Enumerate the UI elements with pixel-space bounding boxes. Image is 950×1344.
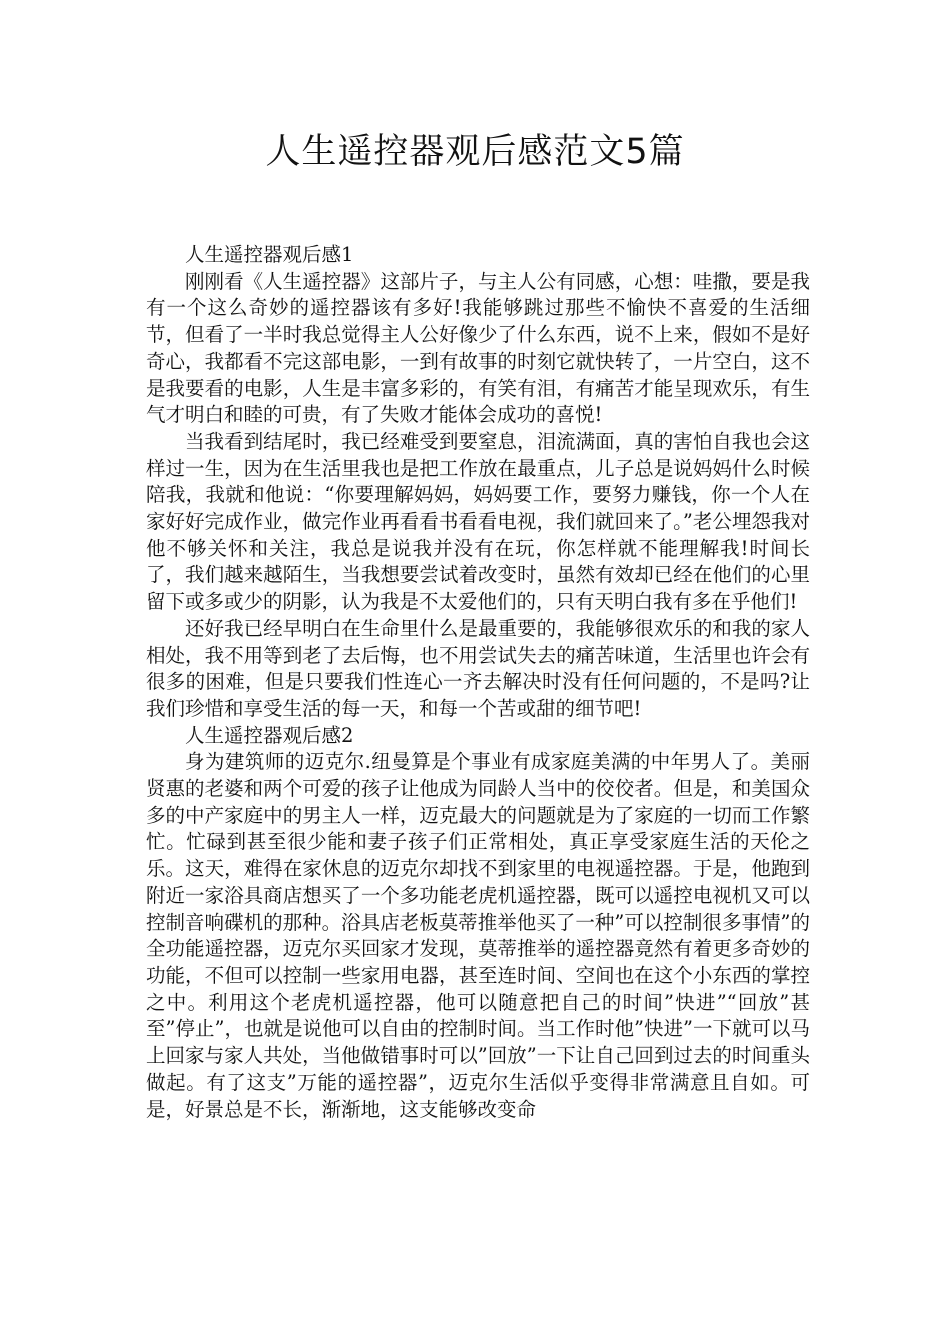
document-body: [146, 242, 810, 1123]
paragraph: 身为建筑师的迈克尔.纽曼算是个事业有成家庭美满的中年男人了。美丽贤惠的老婆和两个可爱的孩子让他成为同龄人当中的佼佼者。但是，和美国众多的中产家庭中的男主人一样，迈克最大的问题就是为了家庭的一切而工作繁忙。忙碌到甚至很少能和妻子孩子们正常相处，真正享受家庭生活的天伦之乐。这天，难得在家休息的迈克尔却找不到家里的电视遥控器。于是，他跑到附近一家浴具商店想买了一个多功能老虎机遥控器，既可以遥控电视机又可以控制音响碟机的那种。浴具店老板莫蒂推举他买了一种”可以控制很多事情”的全功能遥控器，迈克尔买回家才发现，莫蒂推举的遥控器竟然有着更多奇妙的功能，不但可以控制一些家用电器，甚至连时间、空间也在这个小东西的掌控之中。利用这个老虎机遥控器，他可以随意把自己的时间”快进”“回放”甚至”停止”，也就是说他可以自由的控制时间。当工作时他”快进”一下就可以马上回家与家人共处，当他做错事时可以”回放”一下让自己回到过去的时间重头做起。有了这支”万能的遥控器”，迈克尔生活似乎变得非常满意且自如。可是，好景总是不长，渐渐地，这支能够改变命: [146, 750, 810, 1121]
paragraph: 当我看到结尾时，我已经难受到要窒息，泪流满面，真的害怕自我也会这样过一生，因为在生活里我也是把工作放在最重点，儿子总是说妈妈什么时候陪我，我就和他说：“你要理解妈妈，妈妈要工作，要努力赚钱，你一个人在家好好完成作业，做完作业再看看书看看电视，我们就回来了。”老公埋怨我对他不够关怀和关注，我总是说我并没有在玩，你怎样就不能理解我!时间长了，我们越来越陌生，当我想要尝试着改变时，虽然有效却已经在他们的心里留下或多或少的阴影，认为我是不太爱他们的，只有天明白我有多在乎他们!: [146, 429, 810, 614]
section-heading: 人生遥控器观后感2: [185, 723, 354, 747]
document-title: 人生遥控器观后感范文5篇: [265, 132, 685, 172]
paragraph: 还好我已经早明白在生命里什么是最重要的，我能够很欢乐的和我的家人相处，我不用等到老了去后悔，也不用尝试失去的痛苦味道，生活里也许会有很多的困难，但是只要我们性连心一齐去解决时没有任何问题的，不是吗?让我们珍惜和享受生活的每一天，和每一个苦或甜的细节吧!: [146, 616, 810, 720]
section-heading: 人生遥控器观后感1: [185, 243, 354, 266]
paragraph: 刚刚看《人生遥控器》这部片子，与主人公有同感，心想：哇撒，要是我有一个这么奇妙的遥控器该有多好!我能够跳过那些不愉快不喜爱的生活细节，但看了一半时我总觉得主人公好像少了什么东西，说不上来，假如不是好奇心，我都看不完这部电影，一到有故事的时刻它就快转了，一片空白，这不是我要看的电影，人生是丰富多彩的，有笑有泪，有痛苦才能呈现欢乐，有生气才明白和睦的可贵，有了失败才能体会成功的喜悦!: [146, 269, 810, 427]
